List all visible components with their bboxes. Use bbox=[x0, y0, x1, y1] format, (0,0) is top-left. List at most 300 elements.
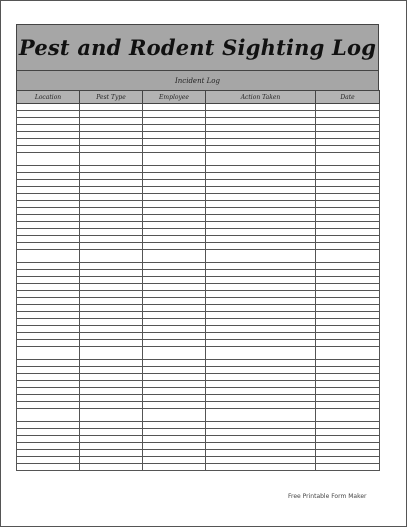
cell-date[interactable] bbox=[316, 229, 380, 236]
cell-action-taken[interactable] bbox=[206, 429, 316, 436]
cell-employee[interactable] bbox=[143, 250, 206, 263]
cell-employee[interactable] bbox=[143, 319, 206, 326]
cell-action-taken[interactable] bbox=[206, 298, 316, 305]
cell-pest-type[interactable] bbox=[80, 194, 143, 201]
table-row bbox=[17, 457, 380, 464]
section-heading: Incident Log bbox=[175, 76, 220, 85]
cell-date[interactable] bbox=[316, 263, 380, 270]
cell-location[interactable] bbox=[17, 326, 80, 333]
table-row bbox=[17, 208, 380, 215]
cell-employee[interactable] bbox=[143, 291, 206, 298]
table-row bbox=[17, 243, 380, 250]
table-row bbox=[17, 263, 380, 270]
cell-date[interactable] bbox=[316, 367, 380, 374]
cell-employee[interactable] bbox=[143, 367, 206, 374]
cell-employee[interactable] bbox=[143, 374, 206, 381]
cell-action-taken[interactable] bbox=[206, 284, 316, 291]
cell-pest-type[interactable] bbox=[80, 374, 143, 381]
cell-date[interactable] bbox=[316, 319, 380, 326]
cell-location[interactable] bbox=[17, 305, 80, 312]
table-row bbox=[17, 422, 380, 429]
cell-employee[interactable] bbox=[143, 236, 206, 243]
table-row bbox=[17, 436, 380, 443]
cell-employee[interactable] bbox=[143, 436, 206, 443]
cell-employee[interactable] bbox=[143, 194, 206, 201]
cell-date[interactable] bbox=[316, 139, 380, 146]
cell-location[interactable] bbox=[17, 173, 80, 180]
column-header-date: Date bbox=[316, 91, 380, 104]
cell-action-taken[interactable] bbox=[206, 111, 316, 118]
cell-pest-type[interactable] bbox=[80, 409, 143, 422]
cell-location[interactable] bbox=[17, 229, 80, 236]
cell-action-taken[interactable] bbox=[206, 326, 316, 333]
cell-date[interactable] bbox=[316, 464, 380, 471]
cell-action-taken[interactable] bbox=[206, 215, 316, 222]
cell-action-taken[interactable] bbox=[206, 333, 316, 340]
cell-action-taken[interactable] bbox=[206, 263, 316, 270]
table-row bbox=[17, 153, 380, 166]
cell-date[interactable] bbox=[316, 132, 380, 139]
column-header-location: Location bbox=[17, 91, 80, 104]
cell-action-taken[interactable] bbox=[206, 450, 316, 457]
table-row bbox=[17, 139, 380, 146]
table-row bbox=[17, 194, 380, 201]
table-row bbox=[17, 187, 380, 194]
cell-location[interactable] bbox=[17, 146, 80, 153]
cell-employee[interactable] bbox=[143, 298, 206, 305]
title-banner bbox=[16, 24, 379, 71]
incident-log-table bbox=[16, 90, 380, 471]
cell-action-taken[interactable] bbox=[206, 464, 316, 471]
cell-pest-type[interactable] bbox=[80, 222, 143, 229]
table-row bbox=[17, 250, 380, 263]
cell-pest-type[interactable] bbox=[80, 367, 143, 374]
cell-pest-type[interactable] bbox=[80, 402, 143, 409]
cell-location[interactable] bbox=[17, 180, 80, 187]
cell-employee[interactable] bbox=[143, 180, 206, 187]
cell-date[interactable] bbox=[316, 236, 380, 243]
table-row bbox=[17, 229, 380, 236]
cell-location[interactable] bbox=[17, 236, 80, 243]
table-row bbox=[17, 333, 380, 340]
cell-action-taken[interactable] bbox=[206, 153, 316, 166]
cell-employee[interactable] bbox=[143, 243, 206, 250]
cell-pest-type[interactable] bbox=[80, 340, 143, 347]
cell-date[interactable] bbox=[316, 111, 380, 118]
cell-pest-type[interactable] bbox=[80, 270, 143, 277]
cell-action-taken[interactable] bbox=[206, 243, 316, 250]
cell-pest-type[interactable] bbox=[80, 347, 143, 360]
table-row bbox=[17, 222, 380, 229]
table-row bbox=[17, 409, 380, 422]
cell-pest-type[interactable] bbox=[80, 187, 143, 194]
cell-date[interactable] bbox=[316, 291, 380, 298]
cell-employee[interactable] bbox=[143, 450, 206, 457]
cell-employee[interactable] bbox=[143, 464, 206, 471]
cell-pest-type[interactable] bbox=[80, 422, 143, 429]
table-row bbox=[17, 125, 380, 132]
cell-location[interactable] bbox=[17, 263, 80, 270]
cell-action-taken[interactable] bbox=[206, 125, 316, 132]
cell-date[interactable] bbox=[316, 270, 380, 277]
table-body bbox=[17, 104, 380, 471]
cell-date[interactable] bbox=[316, 250, 380, 263]
cell-location[interactable] bbox=[17, 422, 80, 429]
table-row bbox=[17, 284, 380, 291]
cell-pest-type[interactable] bbox=[80, 208, 143, 215]
cell-pest-type[interactable] bbox=[80, 333, 143, 340]
cell-action-taken[interactable] bbox=[206, 277, 316, 284]
cell-pest-type[interactable] bbox=[80, 215, 143, 222]
cell-action-taken[interactable] bbox=[206, 436, 316, 443]
cell-employee[interactable] bbox=[143, 409, 206, 422]
cell-location[interactable] bbox=[17, 402, 80, 409]
cell-date[interactable] bbox=[316, 374, 380, 381]
cell-date[interactable] bbox=[316, 333, 380, 340]
cell-location[interactable] bbox=[17, 464, 80, 471]
table-row bbox=[17, 360, 380, 367]
cell-location[interactable] bbox=[17, 187, 80, 194]
cell-location[interactable] bbox=[17, 243, 80, 250]
cell-pest-type[interactable] bbox=[80, 173, 143, 180]
cell-date[interactable] bbox=[316, 436, 380, 443]
cell-employee[interactable] bbox=[143, 132, 206, 139]
table-row bbox=[17, 201, 380, 208]
cell-date[interactable] bbox=[316, 222, 380, 229]
table-row bbox=[17, 166, 380, 173]
cell-employee[interactable] bbox=[143, 284, 206, 291]
cell-action-taken[interactable] bbox=[206, 402, 316, 409]
cell-pest-type[interactable] bbox=[80, 118, 143, 125]
cell-employee[interactable] bbox=[143, 111, 206, 118]
cell-date[interactable] bbox=[316, 305, 380, 312]
table-row bbox=[17, 319, 380, 326]
cell-date[interactable] bbox=[316, 180, 380, 187]
cell-location[interactable] bbox=[17, 319, 80, 326]
cell-pest-type[interactable] bbox=[80, 125, 143, 132]
cell-action-taken[interactable] bbox=[206, 104, 316, 111]
cell-pest-type[interactable] bbox=[80, 360, 143, 367]
cell-pest-type[interactable] bbox=[80, 104, 143, 111]
cell-location[interactable] bbox=[17, 118, 80, 125]
cell-date[interactable] bbox=[316, 166, 380, 173]
table-row bbox=[17, 236, 380, 243]
cell-pest-type[interactable] bbox=[80, 291, 143, 298]
cell-date[interactable] bbox=[316, 388, 380, 395]
cell-action-taken[interactable] bbox=[206, 229, 316, 236]
cell-location[interactable] bbox=[17, 347, 80, 360]
cell-action-taken[interactable] bbox=[206, 222, 316, 229]
cell-date[interactable] bbox=[316, 104, 380, 111]
cell-pest-type[interactable] bbox=[80, 305, 143, 312]
cell-pest-type[interactable] bbox=[80, 263, 143, 270]
cell-pest-type[interactable] bbox=[80, 153, 143, 166]
cell-date[interactable] bbox=[316, 360, 380, 367]
cell-action-taken[interactable] bbox=[206, 146, 316, 153]
cell-date[interactable] bbox=[316, 381, 380, 388]
cell-action-taken[interactable] bbox=[206, 422, 316, 429]
table-row bbox=[17, 146, 380, 153]
table-row bbox=[17, 291, 380, 298]
table-row bbox=[17, 402, 380, 409]
cell-pest-type[interactable] bbox=[80, 243, 143, 250]
table-row bbox=[17, 305, 380, 312]
section-heading-band bbox=[16, 71, 379, 90]
cell-action-taken[interactable] bbox=[206, 291, 316, 298]
cell-employee[interactable] bbox=[143, 277, 206, 284]
column-header-action-taken: Action Taken bbox=[206, 91, 316, 104]
cell-location[interactable] bbox=[17, 333, 80, 340]
column-header-pest-type: Pest Type bbox=[80, 91, 143, 104]
cell-pest-type[interactable] bbox=[80, 277, 143, 284]
table-row bbox=[17, 326, 380, 333]
table-row bbox=[17, 340, 380, 347]
cell-date[interactable] bbox=[316, 284, 380, 291]
table-row bbox=[17, 173, 380, 180]
cell-action-taken[interactable] bbox=[206, 443, 316, 450]
cell-employee[interactable] bbox=[143, 222, 206, 229]
cell-employee[interactable] bbox=[143, 104, 206, 111]
table-row bbox=[17, 450, 380, 457]
cell-pest-type[interactable] bbox=[80, 436, 143, 443]
cell-pest-type[interactable] bbox=[80, 319, 143, 326]
cell-employee[interactable] bbox=[143, 215, 206, 222]
cell-employee[interactable] bbox=[143, 422, 206, 429]
cell-location[interactable] bbox=[17, 374, 80, 381]
cell-date[interactable] bbox=[316, 402, 380, 409]
cell-employee[interactable] bbox=[143, 229, 206, 236]
page-title: Pest and Rodent Sighting Log bbox=[18, 35, 377, 60]
cell-pest-type[interactable] bbox=[80, 450, 143, 457]
cell-pest-type[interactable] bbox=[80, 139, 143, 146]
cell-location[interactable] bbox=[17, 104, 80, 111]
cell-pest-type[interactable] bbox=[80, 146, 143, 153]
table-row bbox=[17, 270, 380, 277]
cell-employee[interactable] bbox=[143, 201, 206, 208]
cell-date[interactable] bbox=[316, 312, 380, 319]
cell-date[interactable] bbox=[316, 173, 380, 180]
cell-pest-type[interactable] bbox=[80, 395, 143, 402]
cell-location[interactable] bbox=[17, 125, 80, 132]
cell-date[interactable] bbox=[316, 208, 380, 215]
cell-location[interactable] bbox=[17, 367, 80, 374]
cell-action-taken[interactable] bbox=[206, 457, 316, 464]
table-row bbox=[17, 215, 380, 222]
cell-pest-type[interactable] bbox=[80, 236, 143, 243]
cell-location[interactable] bbox=[17, 194, 80, 201]
table-row bbox=[17, 395, 380, 402]
cell-date[interactable] bbox=[316, 215, 380, 222]
cell-date[interactable] bbox=[316, 422, 380, 429]
cell-date[interactable] bbox=[316, 326, 380, 333]
cell-date[interactable] bbox=[316, 457, 380, 464]
cell-employee[interactable] bbox=[143, 312, 206, 319]
cell-action-taken[interactable] bbox=[206, 347, 316, 360]
cell-pest-type[interactable] bbox=[80, 298, 143, 305]
cell-employee[interactable] bbox=[143, 381, 206, 388]
cell-employee[interactable] bbox=[143, 429, 206, 436]
cell-employee[interactable] bbox=[143, 347, 206, 360]
cell-date[interactable] bbox=[316, 187, 380, 194]
cell-pest-type[interactable] bbox=[80, 180, 143, 187]
cell-pest-type[interactable] bbox=[80, 388, 143, 395]
cell-location[interactable] bbox=[17, 360, 80, 367]
cell-location[interactable] bbox=[17, 429, 80, 436]
cell-date[interactable] bbox=[316, 118, 380, 125]
cell-location[interactable] bbox=[17, 208, 80, 215]
cell-date[interactable] bbox=[316, 429, 380, 436]
cell-action-taken[interactable] bbox=[206, 360, 316, 367]
cell-pest-type[interactable] bbox=[80, 429, 143, 436]
cell-employee[interactable] bbox=[143, 395, 206, 402]
cell-action-taken[interactable] bbox=[206, 201, 316, 208]
cell-employee[interactable] bbox=[143, 443, 206, 450]
cell-employee[interactable] bbox=[143, 270, 206, 277]
table-header-row bbox=[17, 91, 380, 104]
table-row bbox=[17, 104, 380, 111]
column-header-employee: Employee bbox=[143, 91, 206, 104]
cell-location[interactable] bbox=[17, 215, 80, 222]
cell-location[interactable] bbox=[17, 443, 80, 450]
cell-date[interactable] bbox=[316, 277, 380, 284]
cell-location[interactable] bbox=[17, 395, 80, 402]
cell-employee[interactable] bbox=[143, 457, 206, 464]
cell-action-taken[interactable] bbox=[206, 374, 316, 381]
cell-action-taken[interactable] bbox=[206, 395, 316, 402]
cell-pest-type[interactable] bbox=[80, 464, 143, 471]
cell-employee[interactable] bbox=[143, 118, 206, 125]
table-row bbox=[17, 180, 380, 187]
cell-location[interactable] bbox=[17, 340, 80, 347]
cell-location[interactable] bbox=[17, 277, 80, 284]
cell-employee[interactable] bbox=[143, 333, 206, 340]
cell-date[interactable] bbox=[316, 409, 380, 422]
footer-credit: Free Printable Form Maker bbox=[288, 493, 367, 500]
cell-date[interactable] bbox=[316, 243, 380, 250]
cell-action-taken[interactable] bbox=[206, 208, 316, 215]
cell-date[interactable] bbox=[316, 194, 380, 201]
table-row bbox=[17, 118, 380, 125]
cell-action-taken[interactable] bbox=[206, 250, 316, 263]
cell-action-taken[interactable] bbox=[206, 173, 316, 180]
cell-date[interactable] bbox=[316, 443, 380, 450]
cell-pest-type[interactable] bbox=[80, 166, 143, 173]
cell-employee[interactable] bbox=[143, 187, 206, 194]
cell-pest-type[interactable] bbox=[80, 132, 143, 139]
cell-location[interactable] bbox=[17, 139, 80, 146]
cell-location[interactable] bbox=[17, 409, 80, 422]
cell-location[interactable] bbox=[17, 132, 80, 139]
cell-action-taken[interactable] bbox=[206, 312, 316, 319]
cell-date[interactable] bbox=[316, 146, 380, 153]
cell-employee[interactable] bbox=[143, 263, 206, 270]
cell-date[interactable] bbox=[316, 450, 380, 457]
cell-pest-type[interactable] bbox=[80, 250, 143, 263]
cell-location[interactable] bbox=[17, 201, 80, 208]
cell-location[interactable] bbox=[17, 291, 80, 298]
cell-location[interactable] bbox=[17, 381, 80, 388]
cell-date[interactable] bbox=[316, 298, 380, 305]
cell-location[interactable] bbox=[17, 312, 80, 319]
cell-pest-type[interactable] bbox=[80, 201, 143, 208]
table-row bbox=[17, 312, 380, 319]
cell-action-taken[interactable] bbox=[206, 319, 316, 326]
cell-location[interactable] bbox=[17, 250, 80, 263]
cell-location[interactable] bbox=[17, 270, 80, 277]
cell-location[interactable] bbox=[17, 166, 80, 173]
cell-employee[interactable] bbox=[143, 166, 206, 173]
cell-employee[interactable] bbox=[143, 125, 206, 132]
cell-pest-type[interactable] bbox=[80, 381, 143, 388]
cell-pest-type[interactable] bbox=[80, 312, 143, 319]
cell-location[interactable] bbox=[17, 436, 80, 443]
cell-action-taken[interactable] bbox=[206, 118, 316, 125]
cell-action-taken[interactable] bbox=[206, 409, 316, 422]
cell-location[interactable] bbox=[17, 153, 80, 166]
cell-action-taken[interactable] bbox=[206, 132, 316, 139]
cell-action-taken[interactable] bbox=[206, 367, 316, 374]
cell-action-taken[interactable] bbox=[206, 180, 316, 187]
cell-action-taken[interactable] bbox=[206, 194, 316, 201]
cell-employee[interactable] bbox=[143, 146, 206, 153]
cell-location[interactable] bbox=[17, 457, 80, 464]
cell-pest-type[interactable] bbox=[80, 443, 143, 450]
table-row bbox=[17, 388, 380, 395]
cell-action-taken[interactable] bbox=[206, 236, 316, 243]
cell-action-taken[interactable] bbox=[206, 388, 316, 395]
cell-pest-type[interactable] bbox=[80, 229, 143, 236]
cell-pest-type[interactable] bbox=[80, 457, 143, 464]
cell-employee[interactable] bbox=[143, 340, 206, 347]
cell-date[interactable] bbox=[316, 340, 380, 347]
cell-location[interactable] bbox=[17, 284, 80, 291]
cell-employee[interactable] bbox=[143, 360, 206, 367]
cell-action-taken[interactable] bbox=[206, 187, 316, 194]
cell-date[interactable] bbox=[316, 395, 380, 402]
table-row bbox=[17, 132, 380, 139]
cell-employee[interactable] bbox=[143, 388, 206, 395]
cell-date[interactable] bbox=[316, 201, 380, 208]
table-row bbox=[17, 298, 380, 305]
cell-employee[interactable] bbox=[143, 139, 206, 146]
cell-action-taken[interactable] bbox=[206, 340, 316, 347]
cell-action-taken[interactable] bbox=[206, 381, 316, 388]
cell-employee[interactable] bbox=[143, 402, 206, 409]
cell-location[interactable] bbox=[17, 450, 80, 457]
cell-employee[interactable] bbox=[143, 153, 206, 166]
cell-employee[interactable] bbox=[143, 326, 206, 333]
cell-date[interactable] bbox=[316, 125, 380, 132]
cell-employee[interactable] bbox=[143, 173, 206, 180]
cell-action-taken[interactable] bbox=[206, 139, 316, 146]
cell-location[interactable] bbox=[17, 222, 80, 229]
cell-action-taken[interactable] bbox=[206, 166, 316, 173]
cell-location[interactable] bbox=[17, 388, 80, 395]
cell-pest-type[interactable] bbox=[80, 111, 143, 118]
cell-date[interactable] bbox=[316, 347, 380, 360]
cell-location[interactable] bbox=[17, 298, 80, 305]
cell-pest-type[interactable] bbox=[80, 284, 143, 291]
cell-date[interactable] bbox=[316, 153, 380, 166]
cell-employee[interactable] bbox=[143, 305, 206, 312]
cell-pest-type[interactable] bbox=[80, 326, 143, 333]
cell-location[interactable] bbox=[17, 111, 80, 118]
table-row bbox=[17, 374, 380, 381]
cell-action-taken[interactable] bbox=[206, 305, 316, 312]
cell-employee[interactable] bbox=[143, 208, 206, 215]
cell-action-taken[interactable] bbox=[206, 270, 316, 277]
table-row bbox=[17, 111, 380, 118]
